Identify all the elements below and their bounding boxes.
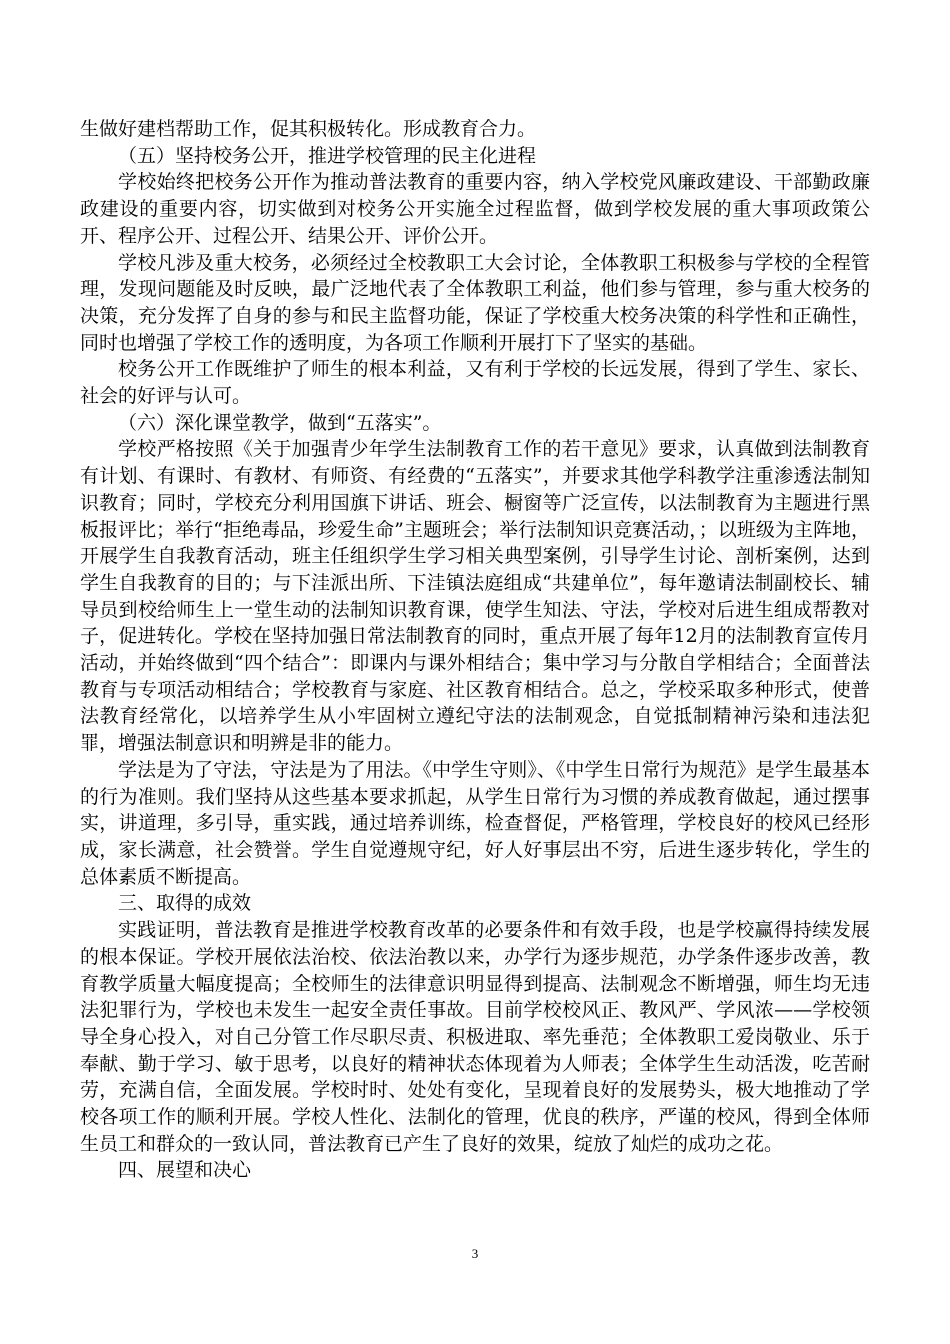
paragraph-5: 校务公开工作既维护了师生的根本利益，又有利于学校的长远发展，得到了学生、家长、社会的好评与认可。 — [80, 358, 870, 408]
page-number: 3 — [471, 1246, 479, 1261]
paragraph-1: 生做好建档帮助工作，促其积极转化。形成教育合力。 — [80, 118, 537, 140]
paragraph-10: 实践证明，普法教育是推进学校教育改革的必要条件和有效手段，也是学校赢得持续发展的根本保证。学校开展依法治校、依法治教以来，办学行为逐步规范，办学条件逐步改善，教育教学质量大幅度提高；全校师生的法律意识明显得到提高、法制观念不断增强，师生均无违法犯罪行为，学校也未发生一起安全责任事故。目前学校校风正、教风严、学风浓——学校领导全身心投入，对自己分管工作尽职尽责、积极进取、率先垂范；全体教职工爱岗敬业、乐于奉献、勤于学习、敏于思考，以良好的精神状态体现着为人师表；全体学生生动活泼，吃苦耐劳，充满自信，全面发展。学校时时、处处有变化，呈现着良好的发展势头，极大地推动了学校各项工作的顺利开展。学校人性化、法制化的管理，优良的秩序，严谨的校风，得到全体师生员工和群众的一致认同，普法教育已产生了良好的效果，绽放了灿烂的成功之花。 — [80, 919, 870, 1155]
section-heading-4: 四、展望和决心 — [118, 1159, 252, 1182]
paragraph-7: 学校严格按照《关于加强青少年学生法制教育工作的若干意见》要求，认真做到法制教育有计划、有课时、有教材、有师资、有经费的“五落实”，并要求其他学科教学注重渗透法制知识教育；同时，学校充分利用国旗下讲话、班会、橱窗等广泛宣传，以法制教育为主题进行黑板报评比；举行“拒绝毒品，珍爱生命”主题班会；举行法制知识竞赛活动，；以班级为主阵地，开展学生自我教育活动，班主任组织学生学习相关典型案例，引导学生讨论、剖析案例，达到学生自我教育的目的；与下洼派出所、下洼镇法庭组成“共建单位”，每年邀请法制副校长、辅导员到校给师生上一堂生动的法制知识教育课，使学生知法、守法，学校对后进生组成帮教对子，促进转化。学校在坚持加强日常法制教育的同时，重点开展了每年12月的法制教育宣传月活动，并始终做到“四个结合”：即课内与课外相结合；集中学习与分散自学相结合；全面普法教育与专项活动相结合；学校教育与家庭、社区教育相结合。总之，学校采取多种形式，使普法教育经常化，以培养学生从小牢固树立遵纪守法的法制观念，自觉抵制精神污染和违法犯罪，增强法制意识和明辨是非的能力。 — [80, 438, 870, 755]
section-heading-3: 三、取得的成效 — [118, 892, 252, 915]
document-body — [80, 116, 870, 1184]
paragraph-3: 学校始终把校务公开作为推动普法教育的重要内容，纳入学校党风廉政建设、干部勤政廉政建设的重要内容，切实做到对校务公开实施全过程监督，做到学校发展的重大事项政策公开、程序公开、过程公开、结果公开、评价公开。 — [80, 171, 870, 247]
section-heading-6: （六）深化课堂教学，做到“五落实”。 — [118, 411, 442, 434]
section-heading-5: （五）坚持校务公开，推进学校管理的民主化进程 — [118, 144, 537, 167]
paragraph-8: 学法是为了守法，守法是为了用法。《中学生守则》、《中学生日常行为规范》是学生最基本的行为准则。我们坚持从这些基本要求抓起，从学生日常行为习惯的养成教育做起，通过摆事实，讲道理，多引导，重实践，通过培养训练，检查督促，严格管理，学校良好的校风已经形成，家长满意，社会赞誉。学生自觉遵规守纪，好人好事层出不穷，后进生逐步转化，学生的总体素质不断提高。 — [80, 758, 870, 888]
paragraph-4: 学校凡涉及重大校务，必须经过全校教职工大会讨论，全体教职工积极参与学校的全程管理，发现问题能及时反映，最广泛地代表了全体教职工利益，他们参与管理，参与重大校务的决策，充分发挥了自身的参与和民主监督功能，保证了学校重大校务决策的科学性和正确性，同时也增强了学校工作的透明度，为各项工作顺利开展打下了坚实的基础。 — [80, 251, 870, 354]
